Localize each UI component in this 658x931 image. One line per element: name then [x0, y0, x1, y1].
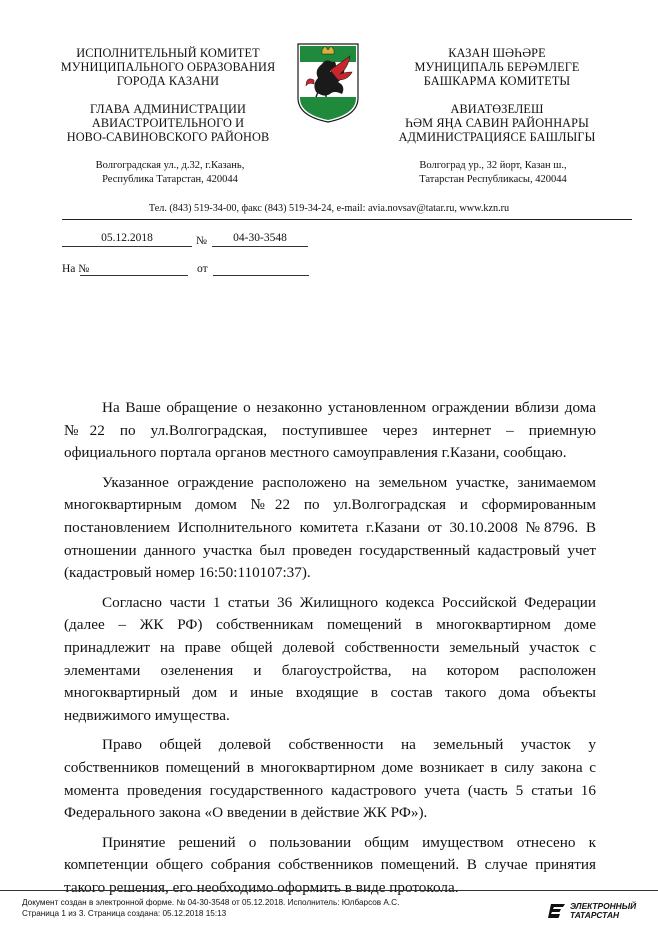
body-paragraph: Согласно части 1 статьи 36 Жилищного кодекса Российской Федерации (далее – ЖК РФ) собственникам помещений в многоквартирном доме принадлежит на праве общей долевой собственности земельный участок с элементами озеленения и благоустройства, на котором расположен многоквартирный дом и иные входящие в состав такого дома объекты недвижимого имущества. — [64, 593, 596, 724]
registration-date: 05.12.2018 — [62, 232, 192, 247]
reference-number-blank — [80, 263, 188, 276]
header-divider — [62, 219, 632, 220]
body-paragraph: Право общей долевой собственности на земельный участок у собственников помещений в многоквартирном доме возникает в силу закона с момента проведения государственного кадастрового учета (часть 5 статьи 16 Федерального закона «О введении в действие ЖК РФ»). — [64, 736, 596, 822]
right-head-title — [382, 102, 612, 144]
left-address-line: Волгоградская ул., д.32, г.Казань, — [95, 160, 245, 171]
kazan-coat-of-arms-icon — [296, 42, 360, 124]
electronic-tatarstan-logo-icon — [548, 903, 566, 919]
right-org-line: МУНИЦИПАЛЬ БЕРӘМЛЕГЕ — [414, 60, 580, 74]
registration-number-label: № — [196, 235, 207, 247]
footer-divider — [0, 890, 658, 891]
right-head-line: АДМИНИСТРАЦИЯСЕ БАШЛЫГЫ — [398, 130, 596, 144]
body-paragraph: Указанное ограждение расположено на земельном участке, занимаемом многоквартирным домом №22 по ул.Волгоградская и сформированным постановлением Исполнительного комитета г.Казани от 30.10.2008 №8796. В отношении данного участка был проведен государственный кадастровый учет (кадастровый номер 16:50:110107:37). — [64, 473, 596, 582]
reference-number-label: На № — [62, 263, 90, 275]
right-address-line: Волгоград ур., 32 йорт, Казан ш., — [419, 160, 567, 171]
left-address — [70, 159, 270, 187]
right-head-line: АВИАТӨЗЕЛЕШ — [450, 102, 544, 116]
footer-page-line: Страница 1 из 3. Страница создана: 05.12.2018 15:13 — [22, 909, 227, 918]
left-head-title — [52, 102, 284, 144]
right-org-line: КАЗАН ШӘҺӘРЕ — [448, 46, 546, 60]
left-address-line: Республика Татарстан, 420044 — [102, 174, 238, 185]
right-organization-title — [382, 46, 612, 88]
left-head-line: НОВО-САВИНОВСКОГО РАЙОНОВ — [66, 130, 270, 144]
reference-date-blank — [213, 263, 309, 276]
logo-text-line: ТАТАРСТАН — [570, 910, 620, 920]
left-head-line: АВИАСТРОИТЕЛЬНОГО И — [91, 116, 245, 130]
left-head-line: ГЛАВА АДМИНИСТРАЦИИ — [89, 102, 247, 116]
contacts-line: Тел. (843) 519-34-00, факс (843) 519-34-24, e-mail: avia.novsav@tatar.ru, www.kzn.ru — [148, 203, 510, 214]
reference-date-label: от — [197, 263, 208, 275]
left-organization-title — [52, 46, 284, 88]
right-org-line: БАШКАРМА КОМИТЕТЫ — [423, 74, 571, 88]
electronic-tatarstan-logo — [548, 900, 648, 922]
left-org-line: МУНИЦИПАЛЬНОГО ОБРАЗОВАНИЯ — [60, 60, 276, 74]
footer-info — [22, 897, 399, 919]
left-org-line: ИСПОЛНИТЕЛЬНЫЙ КОМИТЕТ — [76, 46, 260, 60]
logo-text-line: ЭЛЕКТРОННЫЙ — [570, 901, 637, 911]
registration-number: 04-30-3548 — [212, 232, 308, 247]
body-paragraph: Принятие решений о пользовании общим имуществом отнесено к компетенции общего собрания собственников помещений. В случае принятия такого решения, его необходимо оформить в виде протокола. — [64, 833, 596, 896]
footer-document-line: Документ создан в электронной форме. № 04-30-3548 от 05.12.2018. Исполнитель: Юлбарсов А.С. — [22, 898, 400, 907]
right-address-line: Татарстан Республикасы, 420044 — [419, 174, 567, 185]
body-paragraph: На Ваше обращение о незаконно установленном ограждении вблизи дома №22 по ул.Волгоградская, поступившее через интернет – приемную официального портала органов местного самоуправления г.Казани, сообщаю. — [64, 399, 596, 462]
letter-body — [64, 397, 596, 906]
right-head-line: ҺӘМ ЯҢА САВИН РАЙОННАРЫ — [405, 116, 589, 130]
right-address — [393, 159, 593, 187]
left-org-line: ГОРОДА КАЗАНИ — [116, 74, 220, 88]
